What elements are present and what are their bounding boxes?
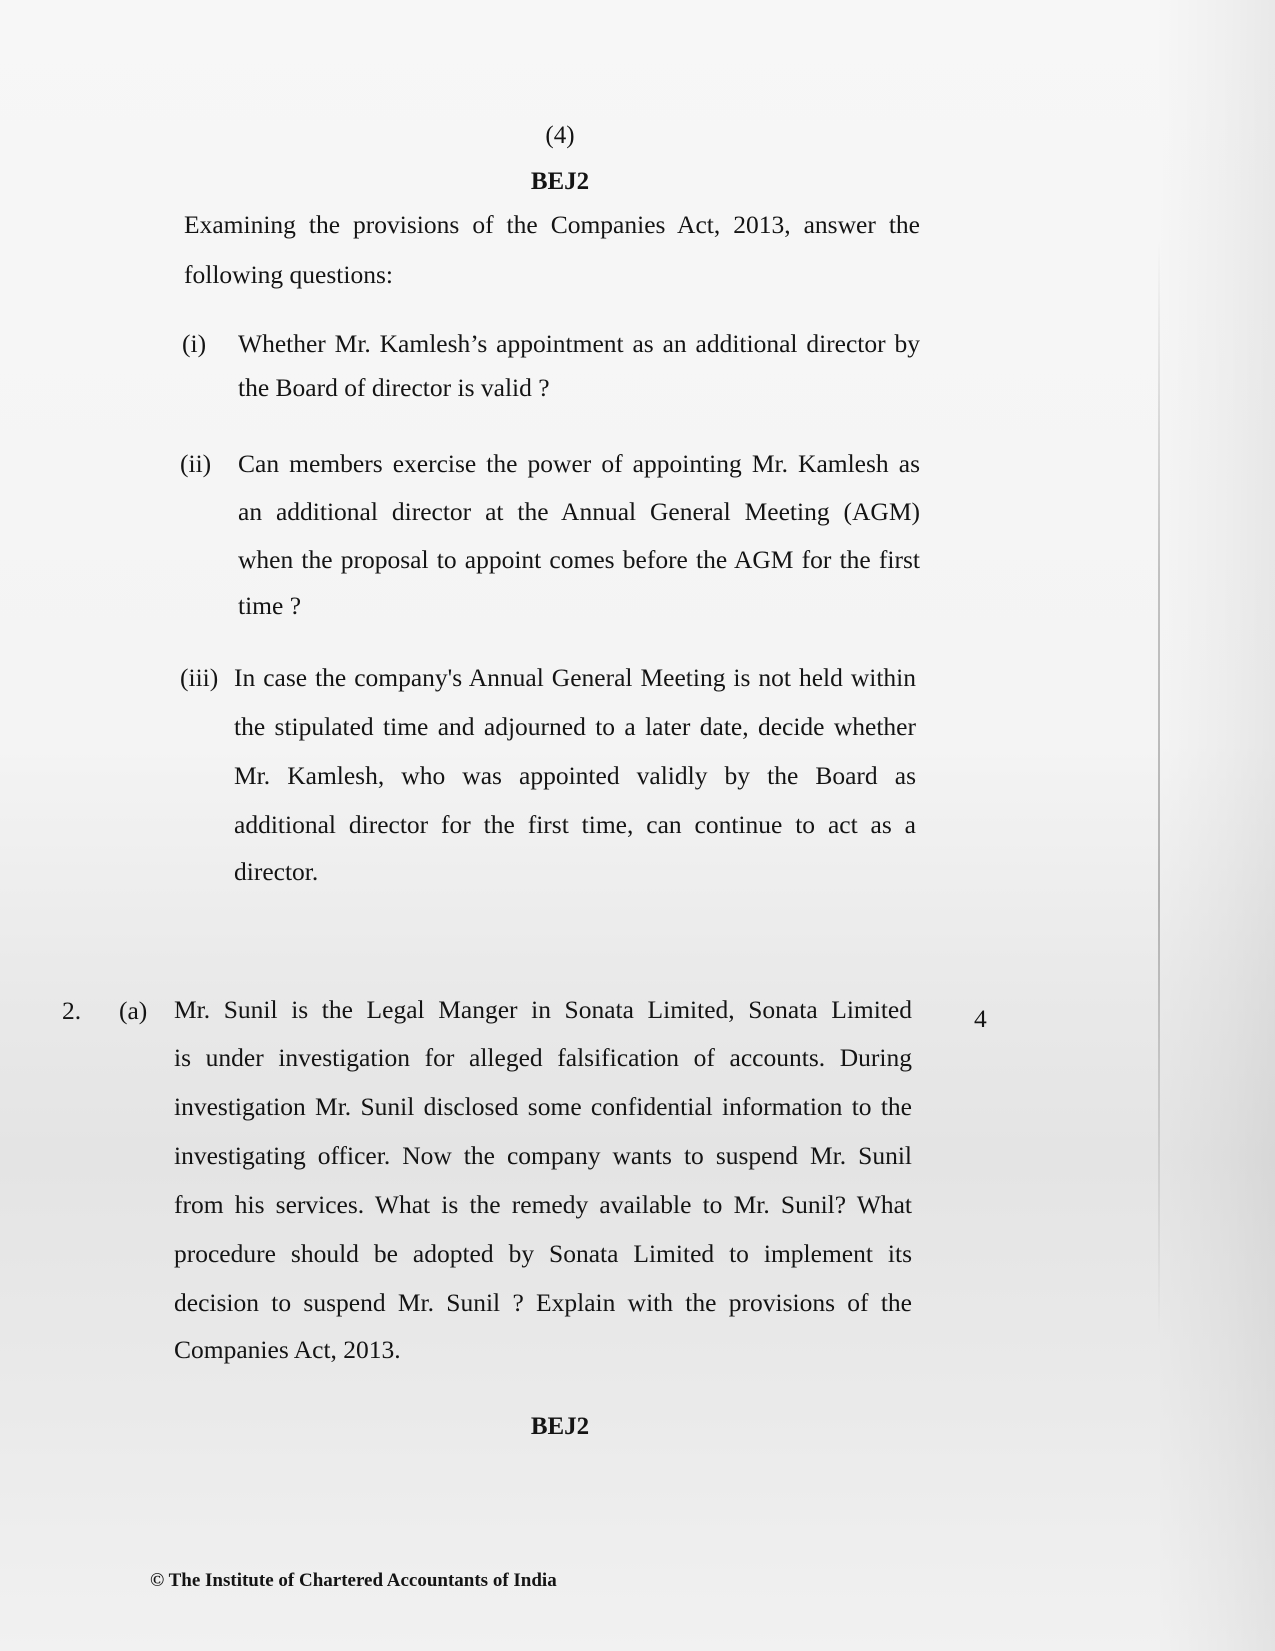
paper-code-header: BEJ2 bbox=[530, 168, 590, 195]
question-iii-label: (iii) bbox=[180, 663, 219, 692]
question-2a-line: investigation Mr. Sunil disclosed some confidential information to the bbox=[174, 1092, 912, 1121]
question-ii-line: an additional director at the Annual General Meeting (AGM) bbox=[238, 497, 920, 526]
question-2a-line: Mr. Sunil is the Legal Manger in Sonata Limited, Sonata Limited bbox=[174, 995, 912, 1024]
question-iii-line: additional director for the first time, can continue to act as a bbox=[234, 810, 916, 839]
question-2a-marks: 4 bbox=[974, 1004, 987, 1033]
question-iii-line: the stipulated time and adjourned to a later date, decide whether bbox=[234, 712, 916, 741]
question-i-label: (i) bbox=[182, 329, 207, 358]
question-2a-line: decision to suspend Mr. Sunil ? Explain with the provisions of the bbox=[174, 1288, 912, 1317]
question-iii-line: director. bbox=[234, 857, 319, 886]
question-iii-line: In case the company's Annual General Meeting is not held within bbox=[234, 663, 916, 692]
question-ii-line: Can members exercise the power of appointing Mr. Kamlesh as bbox=[238, 449, 920, 478]
intro-line-1: Examining the provisions of the Companies Act, 2013, answer the bbox=[184, 210, 920, 239]
question-ii-label: (ii) bbox=[180, 449, 212, 478]
question-2a-line: investigating officer. Now the company wants to suspend Mr. Sunil bbox=[174, 1141, 912, 1170]
question-i-line: the Board of director is valid ? bbox=[238, 373, 550, 402]
question-ii-line: time ? bbox=[238, 591, 302, 620]
question-2-number: 2. bbox=[62, 996, 82, 1025]
scan-shadow bbox=[1155, 0, 1275, 1651]
question-2a-line: Companies Act, 2013. bbox=[174, 1335, 401, 1364]
question-ii-line: when the proposal to appoint comes before the AGM for the first bbox=[238, 545, 920, 574]
question-iii-line: Mr. Kamlesh, who was appointed validly by the Board as bbox=[234, 761, 916, 790]
question-2a-line: from his services. What is the remedy available to Mr. Sunil? What bbox=[174, 1190, 912, 1219]
copyright-notice: © The Institute of Chartered Accountants of India bbox=[150, 1570, 557, 1591]
question-2a-line: is under investigation for alleged falsification of accounts. During bbox=[174, 1043, 912, 1072]
question-2a-line: procedure should be adopted by Sonata Limited to implement its bbox=[174, 1239, 912, 1268]
paper-code-footer: BEJ2 bbox=[530, 1413, 590, 1440]
question-2a-label: (a) bbox=[119, 996, 148, 1025]
question-i-line: Whether Mr. Kamlesh’s appointment as an additional director by bbox=[238, 329, 920, 358]
page-number: (4) bbox=[545, 122, 575, 149]
intro-line-2: following questions: bbox=[184, 260, 393, 289]
scan-edge-line bbox=[1158, 240, 1160, 1340]
